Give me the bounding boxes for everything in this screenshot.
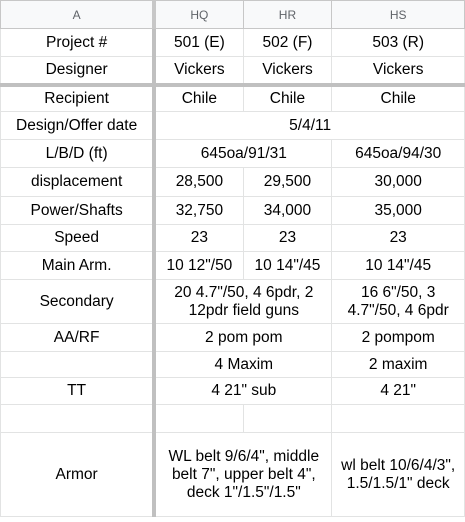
cell-designer-hq[interactable]: Vickers [154,57,243,85]
row-label-tt[interactable]: TT [1,378,155,405]
row-label-aarf[interactable]: AA/RF [1,324,155,352]
table-row [1,405,465,433]
table-row [1,324,465,352]
row-label-designer[interactable]: Designer [1,57,155,85]
column-header-hs[interactable]: HS [332,1,465,29]
cell-design-date-merged[interactable]: 5/4/11 [154,112,464,140]
cell-speed-hq[interactable]: 23 [154,225,243,252]
table-row [1,29,465,57]
table-row [1,85,465,112]
cell-displacement-hs[interactable]: 30,000 [332,168,465,197]
cell-aarf2-hq-hr[interactable]: 4 Maxim [154,352,332,378]
cell-project-hs[interactable]: 503 (R) [332,29,465,57]
cell-armor-hq-hr[interactable]: WL belt 9/6/4", middle belt 7", upper belt 4", deck 1"/1.5"/1.5" [154,433,332,517]
table-row [1,140,465,168]
cell-blank-hq[interactable] [154,405,243,433]
table-row [1,352,465,378]
cell-recipient-hs[interactable]: Chile [332,85,465,112]
table-row [1,112,465,140]
row-label-power[interactable]: Power/Shafts [1,197,155,225]
table-row [1,378,465,405]
cell-power-hs[interactable]: 35,000 [332,197,465,225]
cell-project-hr[interactable]: 502 (F) [243,29,332,57]
row-label-recipient[interactable]: Recipient [1,85,155,112]
cell-aarf-hs[interactable]: 2 pompom [332,324,465,352]
table-row [1,225,465,252]
table-row [1,168,465,197]
cell-secondary-hq-hr[interactable]: 20 4.7"/50, 4 6pdr, 2 12pdr field guns [154,280,332,324]
column-header-hq[interactable]: HQ [154,1,243,29]
cell-armor-hs[interactable]: wl belt 10/6/4/3", 1.5/1.5/1" deck [332,433,465,517]
row-label-displacement[interactable]: displacement [1,168,155,197]
row-label-armor[interactable]: Armor [1,433,155,517]
cell-project-hq[interactable]: 501 (E) [154,29,243,57]
column-header-a[interactable]: A [1,1,155,29]
table-row [1,280,465,324]
cell-recipient-hr[interactable]: Chile [243,85,332,112]
cell-displacement-hq[interactable]: 28,500 [154,168,243,197]
cell-lbd-hs[interactable]: 645oa/94/30 [332,140,465,168]
cell-secondary-hs[interactable]: 16 6"/50, 3 4.7"/50, 4 6pdr [332,280,465,324]
row-label-lbd[interactable]: L/B/D (ft) [1,140,155,168]
column-header-row [1,1,465,29]
cell-aarf-hq-hr[interactable]: 2 pom pom [154,324,332,352]
row-label-blank[interactable] [1,405,155,433]
cell-main-arm-hs[interactable]: 10 14"/45 [332,252,465,280]
cell-blank-hs[interactable] [332,405,465,433]
row-label-design-date[interactable]: Design/Offer date [1,112,155,140]
cell-displacement-hr[interactable]: 29,500 [243,168,332,197]
row-label-project[interactable]: Project # [1,29,155,57]
cell-speed-hs[interactable]: 23 [332,225,465,252]
table-row [1,197,465,225]
cell-tt-hq-hr[interactable]: 4 21" sub [154,378,332,405]
column-header-hr[interactable]: HR [243,1,332,29]
cell-designer-hr[interactable]: Vickers [243,57,332,85]
cell-blank-hr[interactable] [243,405,332,433]
table-row [1,252,465,280]
cell-main-arm-hq[interactable]: 10 12"/50 [154,252,243,280]
row-label-aarf2[interactable] [1,352,155,378]
cell-aarf2-hs[interactable]: 2 maxim [332,352,465,378]
cell-power-hq[interactable]: 32,750 [154,197,243,225]
table-row [1,433,465,517]
cell-tt-hs[interactable]: 4 21" [332,378,465,405]
cell-recipient-hq[interactable]: Chile [154,85,243,112]
cell-power-hr[interactable]: 34,000 [243,197,332,225]
cell-speed-hr[interactable]: 23 [243,225,332,252]
row-label-main-arm[interactable]: Main Arm. [1,252,155,280]
table-row [1,57,465,85]
cell-main-arm-hr[interactable]: 10 14"/45 [243,252,332,280]
cell-designer-hs[interactable]: Vickers [332,57,465,85]
row-label-speed[interactable]: Speed [1,225,155,252]
row-label-secondary[interactable]: Secondary [1,280,155,324]
cell-lbd-hq-hr[interactable]: 645oa/91/31 [154,140,332,168]
